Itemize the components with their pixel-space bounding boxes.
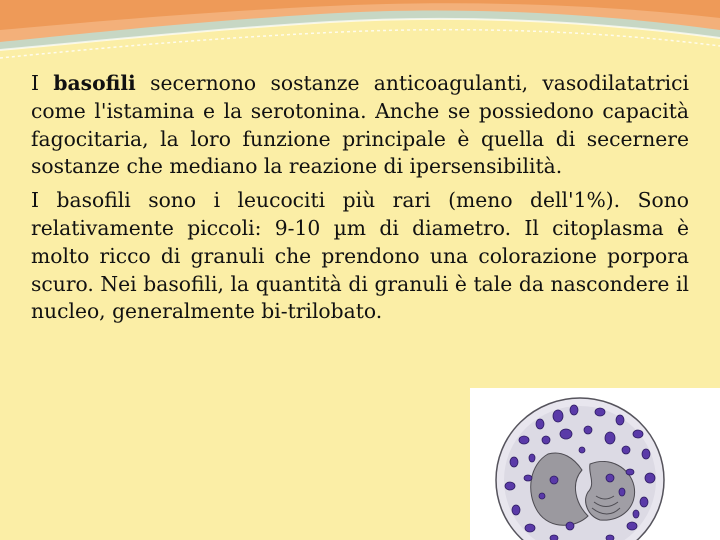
basophil-cell-illustration (470, 388, 720, 540)
paragraph-1-text: secernono sostanze anticoagulanti, vasodilatatrici come l'istamina e la serotonina. Anche se possiedono capacità fagocitaria, la loro funzione principale è quella di secernere sostanze che mediano la reazione di ipersensibilità. (31, 71, 689, 179)
slide-text (31, 70, 689, 326)
paragraph-1 (31, 70, 689, 181)
paragraph-2: I basofili sono i leucociti più rari (meno dell'1%). Sono relativamente piccoli: 9-10 µm di diametro. Il citoplasma è molto ricco di granuli che prendono una colorazione porpora scuro. Nei basofili, la quantità di granuli è tale da nascondere il nucleo, generalmente bi-trilobato. (31, 188, 689, 324)
header-decoration (0, 0, 720, 80)
basophil-image (470, 388, 720, 540)
paragraph-1-lead: I (31, 71, 54, 95)
basofili-bold-term: basofili (53, 71, 136, 95)
